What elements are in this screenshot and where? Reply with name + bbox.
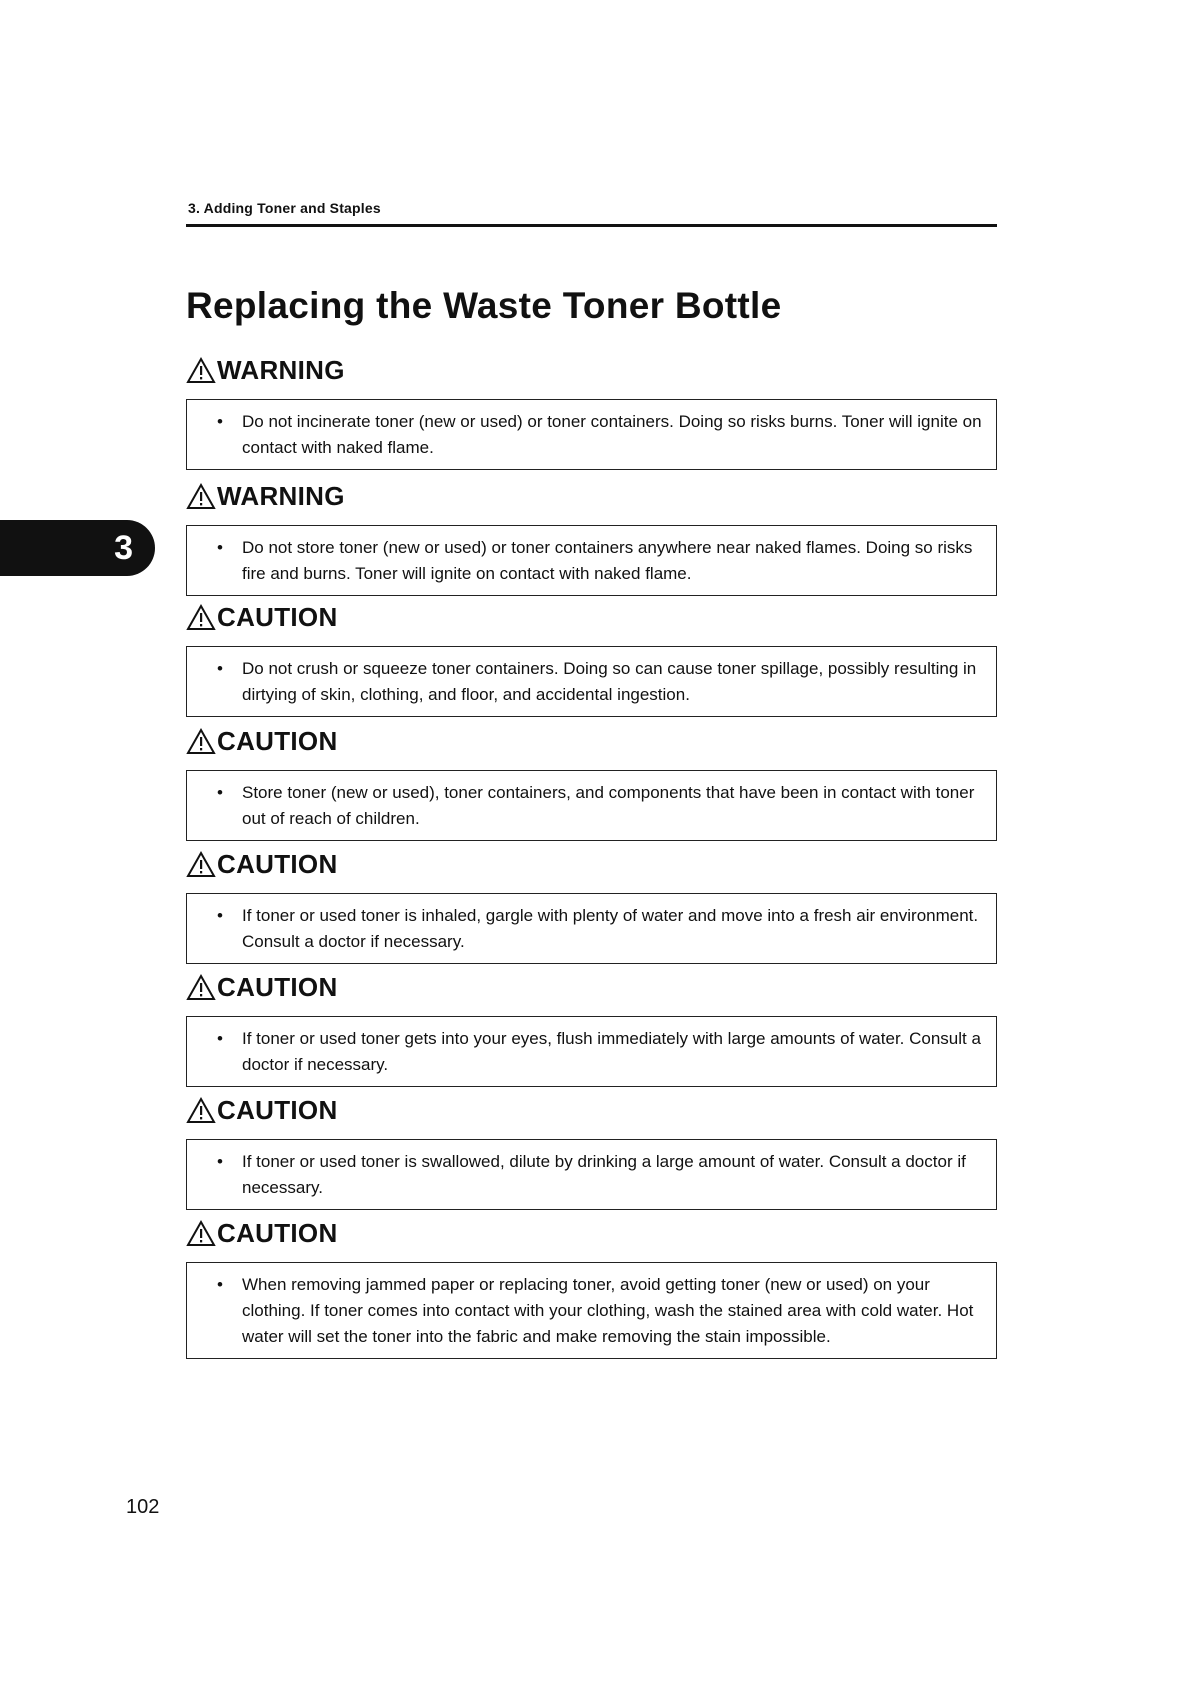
warning-triangle-icon [186,482,216,510]
warning-triangle-icon [186,727,216,755]
notice-heading [186,1216,997,1250]
notice-heading [186,353,997,387]
notice-item: • If toner or used toner gets into your eyes, flush immediately with large amounts of water. Consult a doctor if necessary. [217,1029,981,1074]
notice-box [186,525,997,596]
notice-item: • Do not store toner (new or used) or toner containers anywhere near naked flames. Doing so risks fire and burns. Toner will ignite on contact with naked flame. [217,538,973,583]
caution-notice [186,724,997,841]
notice-text: If toner or used toner is swallowed, dilute by drinking a large amount of water. Consult a doctor if necessary. [242,1152,966,1197]
notice-box [186,893,997,964]
notice-heading [186,600,997,634]
notice-box [186,1139,997,1210]
warning-triangle-icon [186,603,216,631]
notice-box [186,646,997,717]
notice-box [186,770,997,841]
notice-text: If toner or used toner gets into your eyes, flush immediately with large amounts of water. Consult a doctor if necessary. [242,1029,981,1074]
notice-heading-label: CAUTION [217,971,338,1002]
notice-heading [186,847,997,881]
notice-box [186,1016,997,1087]
notice-heading-label: CAUTION [217,725,338,756]
warning-triangle-icon [186,1096,216,1124]
notice-item: • Store toner (new or used), toner containers, and components that have been in contact with toner out of reach of children. [217,783,975,828]
notice-item: • Do not incinerate toner (new or used) or toner containers. Doing so risks burns. Toner will ignite on contact with naked flame. [217,412,982,457]
notice-text: If toner or used toner is inhaled, gargle with plenty of water and move into a fresh air environment. Consult a doctor if necessary. [242,906,979,951]
warning-triangle-icon [186,850,216,878]
caution-notice [186,970,997,1087]
notice-heading-label: WARNING [217,480,345,511]
notice-box [186,399,997,470]
caution-notice [186,847,997,964]
notice-heading-label: CAUTION [217,601,338,632]
notice-item: • If toner or used toner is swallowed, dilute by drinking a large amount of water. Consult a doctor if necessary. [217,1152,966,1197]
notice-heading-label: CAUTION [217,1217,338,1248]
notice-text: Do not crush or squeeze toner containers. Doing so can cause toner spillage, possibly resulting in dirtying of skin, clothing, and floor, and accidental ingestion. [242,659,977,704]
notice-text: Do not incinerate toner (new or used) or toner containers. Doing so risks burns. Toner will ignite on contact with naked flame. [242,412,982,457]
notice-text: Store toner (new or used), toner containers, and components that have been in contact with toner out of reach of children. [242,783,975,828]
section-header: 3. Adding Toner and Staples [188,200,381,216]
warning-triangle-icon [186,1219,216,1247]
caution-notice [186,1093,997,1210]
page-title: Replacing the Waste Toner Bottle [186,285,782,326]
notice-heading [186,479,997,513]
warning-triangle-icon [186,973,216,1001]
caution-notice [186,600,997,717]
warning-notice [186,479,997,596]
notice-heading-label: CAUTION [217,848,338,879]
notice-heading [186,1093,997,1127]
caution-notice [186,1216,997,1359]
notice-box [186,1262,997,1359]
chapter-tab: 3 [0,520,155,576]
notice-text: When removing jammed paper or replacing toner, avoid getting toner (new or used) on your clothing. If toner comes into contact with your clothing, wash the stained area with cold water. Hot water will set the toner into the fabric and make removing the stain impossible. [242,1275,974,1346]
warning-notice [186,353,997,470]
notice-heading-label: CAUTION [217,1094,338,1125]
warning-triangle-icon [186,356,216,384]
notice-item: • When removing jammed paper or replacing toner, avoid getting toner (new or used) on your clothing. If toner comes into contact with your clothing, wash the stained area with cold water. Hot water will set the toner into the fabric and make removing the stain impossible. [217,1275,974,1346]
notice-item: • Do not crush or squeeze toner containers. Doing so can cause toner spillage, possibly resulting in dirtying of skin, clothing, and floor, and accidental ingestion. [217,659,977,704]
notice-item: • If toner or used toner is inhaled, gargle with plenty of water and move into a fresh air environment. Consult a doctor if necessary. [217,906,979,951]
notice-heading [186,724,997,758]
notice-heading [186,970,997,1004]
notice-text: Do not store toner (new or used) or toner containers anywhere near naked flames. Doing so risks fire and burns. Toner will ignite on contact with naked flame. [242,538,973,583]
page-number: 102 [126,1496,160,1518]
header-rule [186,224,997,227]
notice-heading-label: WARNING [217,354,345,385]
